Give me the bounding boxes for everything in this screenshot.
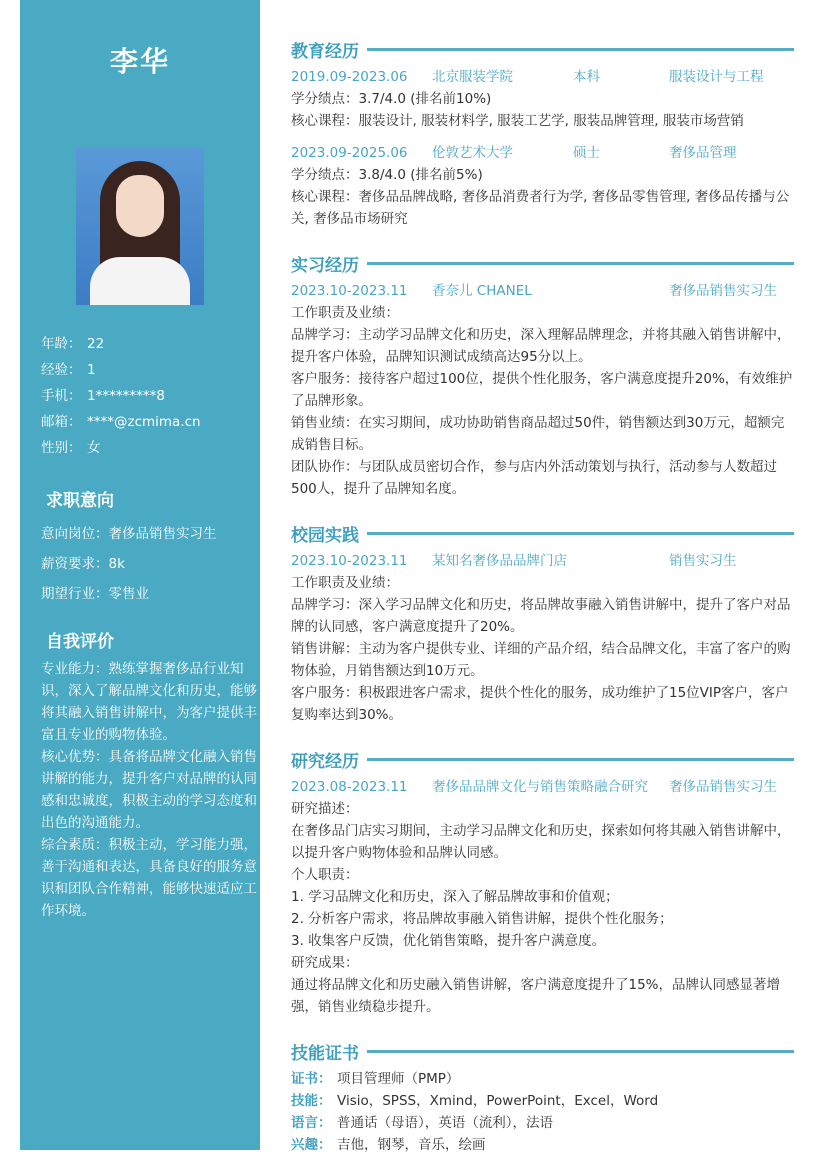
internship-row: 2023.10-2023.11 香奈儿 CHANEL 奢侈品销售实习生: [291, 283, 777, 299]
section-title: 教育经历: [291, 41, 359, 62]
divider: [367, 532, 794, 535]
text-line: 工作职责及业绩：: [291, 305, 399, 321]
intent-position: 意向岗位：奢侈品销售实习生: [41, 526, 217, 542]
education-row: 2023.09-2025.06 伦敦艺术大学 硕士 奢侈品管理: [291, 145, 737, 161]
divider: [367, 48, 794, 51]
skill-item: [291, 1112, 794, 1134]
text-line: 通过将品牌文化和历史融入销售讲解，客户满意度提升了15%，品牌认同感显著增强，销售业绩稳步提升。: [291, 977, 781, 1015]
text-line: 客户服务：接待客户超过100位，提供个性化服务，客户满意度提升20%，有效维护了品牌形象。: [291, 371, 793, 409]
campus-row: 2023.10-2023.11 某知名奢侈品品牌门店 销售实习生: [291, 553, 737, 569]
text-line: 工作职责及业绩：: [291, 575, 399, 591]
text-line: 客户服务：积极跟进客户需求，提供个性化的服务，成功维护了15位VIP客户，客户复购率达到30%。: [291, 685, 789, 723]
divider: [367, 1050, 794, 1053]
section-internship: [291, 250, 794, 276]
self-eval-heading: 自我评价: [46, 632, 114, 652]
section-education: [291, 36, 794, 62]
intent-salary: 薪资要求：8k: [41, 556, 125, 572]
intent-heading: 求职意向: [46, 491, 114, 511]
candidate-name: 李华: [109, 45, 170, 78]
info-age: 年龄： 22: [41, 336, 105, 352]
text-line: 品牌学习：主动学习品牌文化和历史，深入理解品牌理念，并将其融入销售讲解中，提升客户体验，品牌知识测试成绩高达95分以上。: [291, 327, 791, 365]
section-research: [291, 746, 794, 772]
skill-label: 证书：: [291, 1071, 332, 1087]
intent-industry: 期望行业：零售业: [41, 586, 149, 602]
text-line: 团队协作：与团队成员密切合作，参与店内外活动策划与执行，活动参与人数超过500人，提升了品牌知名度。: [291, 459, 777, 497]
eval-paragraph: 综合素质：积极主动，学习能力强，善于沟通和表达，具备良好的服务意识和团队合作精神，能够快速适应工作环境。: [41, 837, 257, 919]
skill-value: 项目管理师（PMP）: [337, 1071, 460, 1087]
profile-photo: [76, 147, 204, 305]
skill-item: [291, 1090, 794, 1112]
text-line: 学分绩点：3.8/4.0 (排名前5%): [291, 167, 483, 183]
info-experience: 经验： 1: [41, 362, 96, 378]
text-line: 2. 分析客户需求，将品牌故事融入销售讲解，提供个性化服务；: [291, 911, 673, 927]
section-title: 校园实践: [291, 525, 359, 546]
text-line: 品牌学习：深入学习品牌文化和历史，将品牌故事融入销售讲解中，提升了客户对品牌的认同感，客户满意度提升了20%。: [291, 597, 791, 635]
skill-item: [291, 1134, 794, 1156]
text-line: 个人职责：: [291, 867, 359, 883]
education-row: 2019.09-2023.06 北京服装学院 本科 服装设计与工程: [291, 69, 764, 85]
research-row: 2023.08-2023.11 奢侈品品牌文化与销售策略融合研究 奢侈品销售实习生: [291, 779, 777, 795]
main-content: [291, 36, 794, 1156]
skill-label: 兴趣：: [291, 1137, 332, 1153]
text-line: 销售讲解：主动为客户提供专业、详细的产品介绍，结合品牌文化，丰富了客户的购物体验，月销售额达到10万元。: [291, 641, 791, 679]
text-line: 研究成果：: [291, 955, 359, 971]
section-title: 实习经历: [291, 255, 359, 276]
text-line: 学分绩点：3.7/4.0 (排名前10%): [291, 91, 492, 107]
info-gender: 性别： 女: [41, 440, 101, 456]
personal-info: [41, 334, 201, 464]
skill-item: [291, 1068, 794, 1090]
sidebar: [20, 0, 260, 1150]
text-line: 在奢侈品门店实习期间，主动学习品牌文化和历史，探索如何将其融入销售讲解中，以提升客户购物体验和品牌认同感。: [291, 823, 791, 861]
skill-label: 语言：: [291, 1115, 332, 1131]
section-skills: [291, 1038, 794, 1064]
skill-value: 普通话（母语），英语（流利），法语: [337, 1115, 553, 1131]
eval-paragraph: 核心优势：具备将品牌文化融入销售讲解的能力，提升客户对品牌的认同感和忠诚度，积极主动的学习态度和出色的沟通能力。: [41, 749, 257, 831]
text-line: 核心课程：奢侈品品牌战略, 奢侈品消费者行为学, 奢侈品零售管理, 奢侈品传播与公关, 奢侈品市场研究: [291, 189, 790, 227]
section-title: 技能证书: [291, 1043, 359, 1064]
self-evaluation: [41, 658, 263, 922]
section-campus: [291, 520, 794, 546]
info-phone: 手机： 1*********8: [41, 388, 165, 404]
text-line: 销售业绩：在实习期间，成功协助销售商品超过50件，销售额达到30万元，超额完成销售目标。: [291, 415, 785, 453]
skill-value: 吉他，钢琴，音乐，绘画: [337, 1137, 486, 1153]
divider: [367, 262, 794, 265]
job-intent: [41, 524, 217, 614]
info-email: 邮箱： ****@zcmima.cn: [41, 414, 201, 430]
text-line: 研究描述：: [291, 801, 359, 817]
text-line: 3. 收集客户反馈，优化销售策略，提升客户满意度。: [291, 933, 606, 949]
skill-value: Visio，SPSS，Xmind，PowerPoint，Excel，Word: [337, 1093, 659, 1109]
text-line: 核心课程：服装设计, 服装材料学, 服装工艺学, 服装品牌管理, 服装市场营销: [291, 113, 744, 129]
text-line: 1. 学习品牌文化和历史，深入了解品牌故事和价值观；: [291, 889, 619, 905]
eval-paragraph: 专业能力：熟练掌握奢侈品行业知识，深入了解品牌文化和历史，能够将其融入销售讲解中，为客户提供丰富且专业的购物体验。: [41, 661, 257, 743]
section-title: 研究经历: [291, 751, 359, 772]
skill-label: 技能：: [291, 1093, 332, 1109]
divider: [367, 758, 794, 761]
